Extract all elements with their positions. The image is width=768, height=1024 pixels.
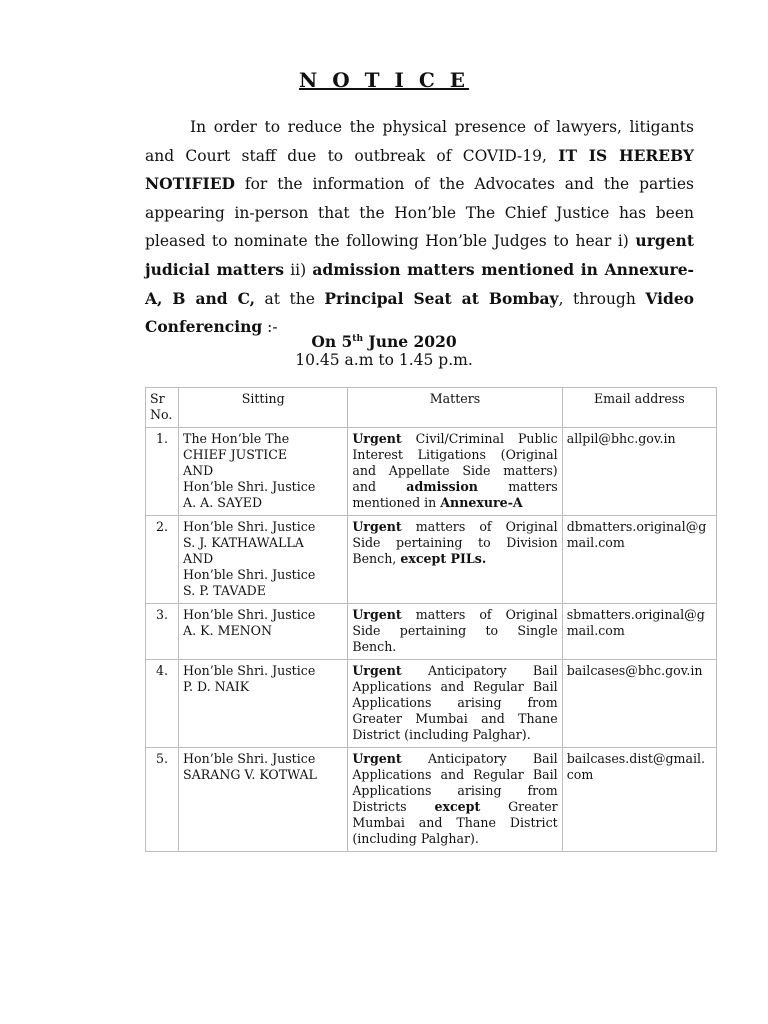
matters-bold-text: admission (406, 479, 478, 494)
row-sr-no: 3. (146, 604, 179, 660)
row-matters (348, 748, 562, 852)
table-row (146, 748, 717, 852)
row-sitting (179, 428, 348, 516)
row-sr-no: 1. (146, 428, 179, 516)
matters-text: matters of Original Side pertaining to Division Bench, (352, 519, 558, 566)
matters-text: Civil/Criminal Public Interest Litigations (Original and Appellate Side matters) and (352, 431, 558, 494)
row-sr-no: 5. (146, 748, 179, 852)
para-bold-admission: admission matters mentioned in Annexure-A, B and C, (145, 259, 694, 308)
sitting-line: Hon’ble Shri. Justice (183, 519, 316, 534)
sitting-date: On 5th June 2020 (311, 332, 457, 352)
sitting-line: Hon’ble Shri. Justice (183, 479, 316, 494)
header-matters: Matters (348, 388, 562, 428)
para-bold-video: Video Conferencing (145, 288, 695, 337)
para-bold-seat: Principal Seat at Bombay (324, 288, 559, 308)
row-sitting (179, 748, 348, 852)
matters-bold-text: Urgent (352, 431, 402, 446)
table-header-row (146, 388, 717, 428)
sitting-line: P. D. NAIK (183, 679, 250, 694)
sitting-line: A. K. MENON (183, 623, 273, 638)
sitting-line: The Hon’ble The (183, 431, 290, 446)
schedule-table (145, 387, 717, 852)
row-matters (348, 428, 562, 516)
para-bold-urgent: urgent judicial matters (145, 231, 694, 279)
matters-bold-text: Annexure-A (440, 495, 523, 510)
para-text-5: , through (558, 289, 646, 308)
sitting-line: Hon’ble Shri. Justice (183, 751, 316, 766)
row-email-address: bailcases.dist@gmail.com (562, 748, 716, 852)
row-sitting (179, 516, 348, 604)
sitting-line: SARANG V. KOTWAL (183, 767, 317, 782)
para-text-2: for the information of the Advocates and the parties appearing in-person that the Hon’ble The Chief Justice has been pleased to nominate the following Hon’ble Judges to hear i) (145, 175, 694, 251)
matters-text: Greater Mumbai and Thane District (including Palghar). (352, 799, 558, 846)
matters-bold-text: Urgent (352, 751, 402, 766)
header-sr-no: Sr No. (146, 388, 179, 428)
matters-text: matters mentioned in (352, 479, 558, 510)
notice-title: N O T I C E (299, 68, 469, 92)
matters-bold-text: Urgent (352, 607, 402, 622)
matters-bold-text: except PILs. (400, 551, 487, 566)
matters-text: matters of Original Side pertaining to Single Bench. (352, 607, 558, 654)
table-row (146, 660, 717, 748)
row-matters (348, 660, 562, 748)
header-sitting: Sitting (179, 388, 348, 428)
sitting-line: Hon’ble Shri. Justice (183, 567, 316, 582)
sitting-time: 10.45 a.m to 1.45 p.m. (295, 351, 473, 370)
sitting-line: S. J. KATHAWALLA (183, 535, 304, 550)
row-email-address: bailcases@bhc.gov.in (562, 660, 716, 748)
sitting-line: S. P. TAVADE (183, 583, 266, 598)
para-bold-notified: IT IS HEREBY NOTIFIED (145, 145, 694, 194)
notice-paragraph (145, 113, 694, 342)
sitting-line: Hon’ble Shri. Justice (183, 663, 316, 678)
sitting-line: AND (183, 551, 214, 566)
schedule-date-block (0, 330, 768, 370)
sitting-line: A. A. SAYED (183, 495, 263, 510)
row-email-address: allpil@bhc.gov.in (562, 428, 716, 516)
matters-text: Anticipatory Bail Applications and Regular Bail Applications arising from Greater Mumbai and Thane District (including Palghar). (352, 663, 558, 742)
para-text-1: In order to reduce the physical presence of lawyers, litigants and Court staff due to outbreak of COVID-19, (145, 118, 694, 165)
table-row (146, 516, 717, 604)
row-sitting (179, 660, 348, 748)
row-matters (348, 516, 562, 604)
matters-text: Anticipatory Bail Applications and Regular Bail Applications arising from Districts (352, 751, 558, 814)
header-email: Email address (562, 388, 716, 428)
para-text-3: ii) (284, 260, 313, 279)
matters-bold-text: except (434, 799, 481, 814)
table-row (146, 604, 717, 660)
matters-bold-text: Urgent (352, 519, 402, 534)
row-matters (348, 604, 562, 660)
table-row (146, 428, 717, 516)
row-email-address: dbmatters.original@gmail.com (562, 516, 716, 604)
sitting-line: Hon’ble Shri. Justice (183, 607, 316, 622)
sitting-line: AND (183, 463, 214, 478)
row-sr-no: 2. (146, 516, 179, 604)
row-email-address: sbmatters.original@gmail.com (562, 604, 716, 660)
matters-bold-text: Urgent (352, 663, 402, 678)
sitting-line: CHIEF JUSTICE (183, 447, 288, 462)
row-sitting (179, 604, 348, 660)
para-text-6: :- (262, 318, 278, 337)
para-text-4: at the (255, 289, 325, 308)
row-sr-no: 4. (146, 660, 179, 748)
